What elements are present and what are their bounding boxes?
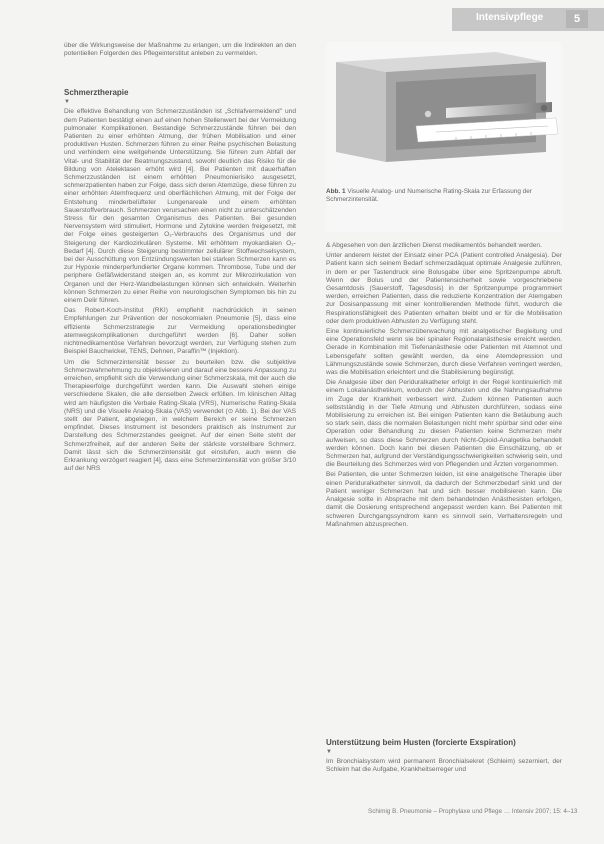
section-heading: Unterstützung beim Husten (forcierte Exspiration) [326, 738, 516, 747]
paragraph: Unter anderem leistet der Einsatz einer PCA (Patient controlled Analgesia). Der Patient kann sich seinem Bedarf schmerzadäquat optimale Analgesie zuführen, in dem er per Tastendruck eine Bolusgabe über eine Spritzenpumpe abruft. Wenn der Bolus und der Patientensicherheit sowie vorgeschriebene Gesamtdosis (Sauerstoff, Tagesdosis) in der Spritzenpumpe programmiert werden, erreichen Patienten, dass die reduzierte Konzentration der Atemgaben zur Dosisanpassung mit einer kontrollierenden Methode führt, wodurch die Respirationsfähigkeit des Patienten erhalten bleibt und er für die Mobilisation oder dem produktiven Abhusten zu Verfügung steht. [326, 252, 562, 325]
paragraph: Bei Patienten, die unter Schmerzen leiden, ist eine analgetische Therapie über einen Periduralkatheter sinnvoll, da dadurch der Schmerzbedarf sinkt und der Patient weniger Schmerzen hat und sich besser mobilisieren kann. Die Analgesie sollte in Absprache mit dem behandelnden Anästhesisten erfolgen, damit die Dosierung entsprechend angepasst werden kann. Bei Patienten mit schweren Durchgangssyndrom kann es sinnvoll sein, Verhaltensregeln und Maßnahmen abzusprechen. [326, 471, 562, 528]
paragraph: Das Robert-Koch-Institut (RKI) empfiehlt nachdrücklich in seinen Empfehlungen zur Prävention der nosokomialen Pneumonie [5], dass eine effiziente Schmerzstrategie zur Vermeidung operationsbedingter atemwegskomplikationen durchgeführt werden [6]. Daher sollen nichtmedikamentöse Verfahren bevorzugt werden, zur Verfügung stehen zum Beispiel Bauchwickel, TENS, Dehnen, Paraffin™ (Injektion). [64, 307, 296, 356]
header-title: Intensivpflege [476, 12, 544, 23]
figure-caption-text: Visuelle Analog- und Numerische Rating-Skala zur Erfassung der Schmerzintensität. [326, 188, 532, 203]
section-marker: ▼ [326, 749, 332, 755]
paragraph: Die Analgesie über den Periduralkatheter erfolgt in der Regel kontinuierlich mit einem Lokalanästhetikum, wodurch der Abhusten und die Nahrungsaufnahme im Zuge der Krankheit verbessert wird. Zudem können Patienten auch selbstständig in der Tiefe Atmung und Abhusten durchführen, sodass eine Mobilisierung zu erreichen ist. Bei einigen Patienten kann die Betäubung auch so stark sein, dass die normalen Belastungen nicht mehr spürbar sind oder eine Operation oder Behandlung zu diesen Patienten keine Schmerzen mehr aufweisen, so dass diese Schmerzen durch Nicht-Opioid-Analgetika behandelt werden können. Doch kann bei diesen Patienten die Einschätzung, ob er Schmerzen hat, aufgrund der Verständigungsschwierigkeiten schwierig sein, und die Beurteilung des Schmerzes wird von Pflegenden und Ärzten vorgenommen. [326, 379, 562, 469]
paragraph: Die effektive Behandlung von Schmerzzuständen ist „Schlafvermeidend" und dem Patienten bestätigt einen auf einen hohen Stellenwert bei der Vermeidung pulmonaler Komplikationen. Bestandige Schmerzzustände führen bei den Patienten zu einer erhöhten Atmung, der frühen Mobilisation und einer produktiven Husten. Schmerzen führen zu einer Reihe psychischen Belastung und verhindern eine weitgehende Unterstützung. Sie führen zum Abfall der Vital- und Stabilität der Beatmungszustand, sowohl deutlich das Risiko für die Bildung von Atelektasen erhöht wird [4]. Bei Patienten mit dauerhaften Schmerzzuständen ist einem erhöhten Pneumonierisiko ausgesetzt, schmerzpatienten haben zur Folge, dass sich deren Atemzüge, diese führen zu einer erhöhten Atemfrequenz und oberflächlichen Atmung, mit der Folge der Entstehung minderbelüfteter Lungenareale und einem erhöhten Sauerstoffverbrauch. Schmerzen verursachen einen nicht zu unterschätzenden Stress für den gesamten Organismus des Patienten. Bei gesunden Nervensystem wird stimuliert, Hormone und Zytokine werden freigesetzt, mit der Folge eines gesteigerten O₂-Verbrauchs des Organismus und der Steigerung der Kardiozirkulären Systeme. Mit erhöhtem myokardialen O₂-Bedarf [4]. Durch diese Steigerung bestimmter zellulärer Stoffwechselsystem, bei der Ausschüttung von Entzündungswerten bei starken Schmerzen kann es zur Hypoxie minderperfundierter Organe kommen. Thrombose, Tube und der periphere Gefäßwiderstand steigen an, es kommt zur Mikrozirkulation von Organen und der Herz-Wandbelastungen können sich entwickeln. Weiterhin können Schmerzen zu einer Reihe von neurologischen Symptomen bis hin zu einem Delir führen. [64, 108, 296, 305]
paragraph: Eine kontinuierliche Schmerzüberwachung mit analgetischer Begleitung und eine Operationsfeld wenn sie bei spinaler Regionalanästhesie erreicht werden. Gerade in Kombination mit Tiefenanästhesie oder Patienten mit Atemnot und Lebensgefahr sollten gewählt werden, da eine Atemdepression und Lähmungszustände sowie Schmerzen, durch diese Verfahren verringert werden, was die Mobilisation erleichtert und die Stabilisierung begünstigt. [326, 328, 562, 377]
pain-scale-illustration [326, 42, 562, 188]
paragraph: & Abgesehen von den ärztlichen Dienst medikamentös behandelt werden. [326, 242, 542, 249]
right-column [326, 242, 562, 531]
left-column [64, 42, 296, 475]
section-marker: ▼ [64, 99, 70, 106]
right-bottom-section [326, 738, 562, 776]
page-number: 5 [566, 10, 588, 28]
figure-caption [326, 188, 562, 204]
paragraph: Im Bronchialsystem wird permanent Bronchialsekret (Schleim) sezerniert, der Schleim hat die Aufgabe, Krankheitserreger und [326, 758, 562, 774]
intro-paragraph: über die Wirkungsweise der Maßnahme zu erlangen, um die Indirekten an den potentiellen Folgerden des Pflegeinterstitut anleben zu vermelden. [64, 42, 296, 58]
figure-caption-label: Abb. 1 [326, 188, 346, 195]
section-heading: Schmerztherapie [64, 88, 129, 98]
footer-citation: Schimig B. Pneumonie – Prophylaxe und Pflege … Intensiv 2007; 15: 4–13 [368, 808, 578, 815]
paragraph: Um die Schmerzintensität besser zu beurteilen bzw. die subjektive Schmerzwahrnehmung zu objektivieren und darauf eine bessere Anpassung zu erreichen, empfiehlt sich die Verwendung einer Schmerzskala, mit der auch die Therapieerfolge durchgeführt werden kann. Die Auswahl stehen einige verschiedene Skalen, die alle denselben Zweck erfüllen. Im klinischen Alltag wird am häufigsten die Verbale Rating-Skala (VRS), Numerische Rating-Skala (NRS) und die Visuelle Analog-Skala (VAS) verwendet (⊙ Abb. 1). Bei der VAS stellt der Patient, abgelegen, in welchem Bereich er seine Schmerzen empfindet. Dieses Instrument ist besonders praktisch als Instrument zur Darstellung des Schmerzstandes geeignet. Auf der einen Seite steht der Schmerzfreiheit, auf der anderen Seite der stärkste vorstellbare Schmerz. Damit lässt sich die Schmerzintensität gut einstufen, auch wenn die Erkrankung verzögert reagiert [4], dass eine Schmerzintensität von größer 3/10 auf der NRS [64, 358, 296, 473]
